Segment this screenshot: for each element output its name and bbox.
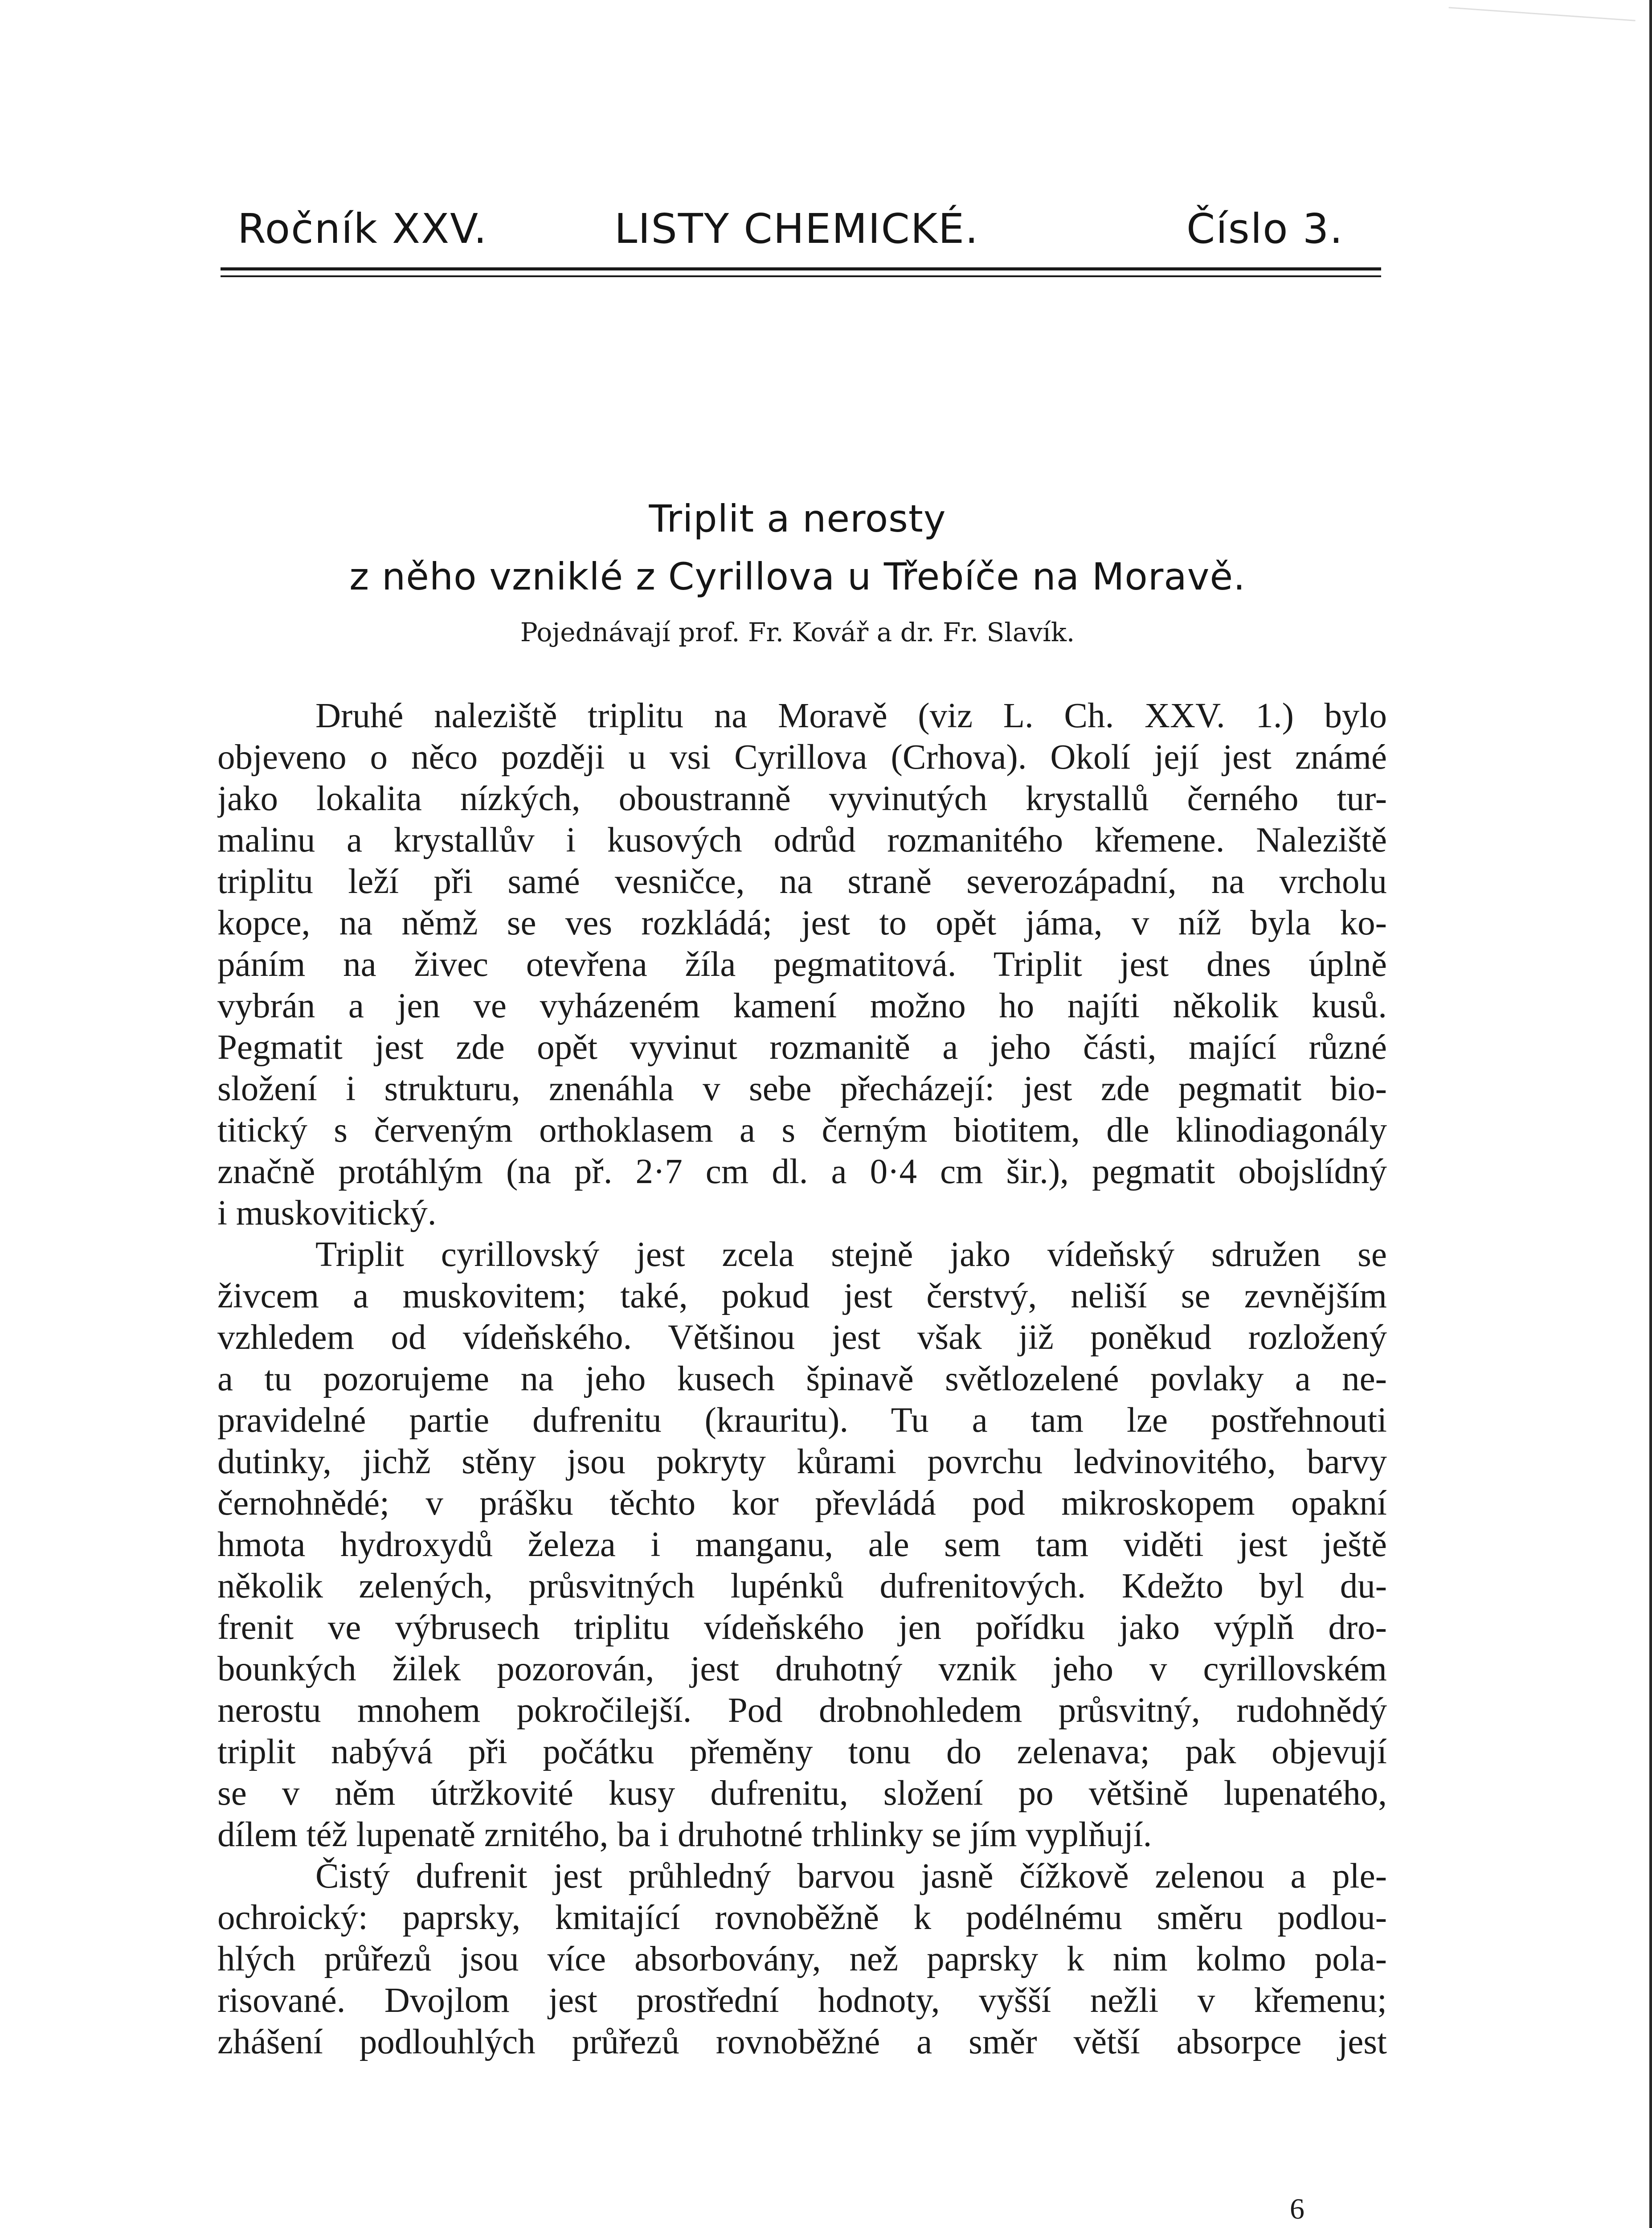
body-line: frenit ve výbrusech triplitu vídeňského jen pořídku jako výplň dro- [217,1608,1387,1647]
body-line: titický s červeným orthoklasem a s černým biotitem, dle klinodiagonály [217,1111,1387,1150]
journal-title: LISTY CHEMICKÉ. [614,205,979,253]
body-line: složení i strukturu, znenáhla v sebe přecházejí: jest zde pegmatit bio- [217,1069,1387,1108]
body-line: Druhé naleziště triplitu na Moravě (viz L. Ch. XXV. 1.) bylo [315,696,1387,735]
body-line: zhášení podlouhlých průřezů rovnoběžné a směr větší absorpce jest [217,2023,1387,2061]
body-line: značně protáhlým (na př. 2·7 cm dl. a 0·4 cm šir.), pegmatit obojslídný [217,1152,1387,1191]
body-line: kopce, na němž se ves rozkládá; jest to opět jáma, v níž byla ko- [217,904,1387,942]
body-line: Pegmatit jest zde opět vyvinut rozmanitě a jeho části, mající různé [217,1028,1387,1067]
header-rule-thin [221,275,1381,277]
body-line: se v něm útržkovité kusy dufrenitu, složení po většině lupenatého, [217,1774,1387,1813]
body-line: Triplit cyrillovský jest zcela stejně jako vídeňský sdružen se [315,1235,1387,1274]
header-rule-thick [221,267,1381,270]
body-line: černohnědé; v prášku těchto kor převládá pod mikroskopem opakní [217,1484,1387,1523]
article-byline: Pojednávají prof. Fr. Kovář a dr. Fr. Slavík. [520,617,1075,647]
body-line: dílem též lupenatě zrnitého, ba i druhotné trhlinky se jím vyplňují. [217,1815,1152,1854]
issue-number: Číslo 3. [1186,205,1344,253]
body-line: vzhledem od vídeňského. Většinou jest však již poněkud rozložený [217,1318,1387,1357]
article-body [217,695,1387,2063]
body-line: hmota hydroxydů železa i manganu, ale sem tam viděti jest ještě [217,1525,1387,1564]
body-line: malinu a krystallův i kusových odrůd rozmanitého křemene. Naleziště [217,821,1387,860]
body-line: jako lokalita nízkých, oboustranně vyvinutých krystallů černého tur- [217,779,1387,818]
body-line: nerostu mnohem pokročilejší. Pod drobnohledem průsvitný, rudohnědý [217,1691,1387,1730]
scan-corner-mark [1446,7,1635,61]
body-line: objeveno o něco později u vsi Cyrillova (Crhova). Okolí její jest známé [217,738,1387,777]
running-head [237,205,1376,263]
body-line: vybrán a jen ve vyházeném kamení možno ho najíti několik kusů. [217,987,1387,1025]
body-line: risované. Dvojlom jest prostřední hodnoty, vyšší nežli v křemenu; [217,1981,1387,2020]
body-line: živcem a muskovitem; také, pokud jest čerstvý, neliší se zevnějším [217,1277,1387,1315]
article-title-line-1: Triplit a nerosty [649,497,946,541]
body-line: několik zelených, průsvitných lupénků dufrenitových. Kdežto byl du- [217,1567,1387,1605]
body-line: bounkých žilek pozorován, jest druhotný vznik jeho v cyrillovském [217,1650,1387,1688]
body-line: triplit nabývá při počátku přeměny tonu do zelenava; pak objevují [217,1732,1387,1771]
body-line: i muskovitický. [217,1194,437,1233]
page-number: 6 [1290,2193,1304,2225]
body-line: a tu pozorujeme na jeho kusech špinavě světlozelené povlaky a ne- [217,1360,1387,1398]
volume-label: Ročník XXV. [237,205,488,253]
body-line: pravidelné partie dufrenitu (krauritu). Tu a tam lze postřehnouti [217,1401,1387,1440]
body-line: dutinky, jichž stěny jsou pokryty kůrami povrchu ledvinovitého, barvy [217,1442,1387,1481]
body-line: Čistý dufrenit jest průhledný barvou jasně čížkově zelenou a ple- [315,1857,1387,1896]
body-line: páním na živec otevřena žíla pegmatitová. Triplit jest dnes úplně [217,945,1387,984]
body-line: triplitu leží při samé vesničce, na straně severozápadní, na vrcholu [217,862,1387,901]
body-line: hlých průřezů jsou více absorbovány, než paprsky k nim kolmo pola- [217,1940,1387,1978]
article-title-line-2: z něho vzniklé z Cyrillova u Třebíče na Moravě. [349,555,1246,598]
body-line: ochroický: paprsky, kmitající rovnoběžně k podélnému směru podlou- [217,1898,1387,1937]
scan-edge [1649,0,1652,2228]
